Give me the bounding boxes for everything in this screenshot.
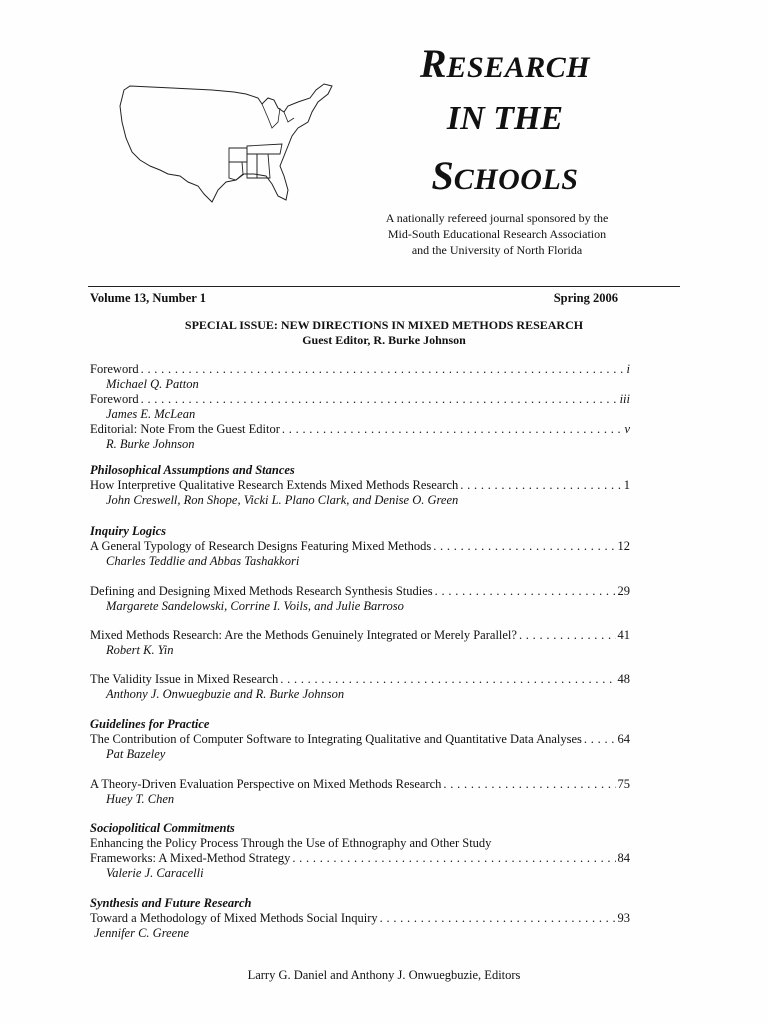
guest-editor: Guest Editor, R. Burke Johnson: [302, 333, 466, 347]
sponsor-line: Mid-South Educational Research Association: [387, 227, 607, 241]
toc-author: R. Burke Johnson: [106, 437, 195, 451]
volume-number: Volume 13, Number 1: [90, 291, 206, 305]
journal-title-line2: IN THE: [446, 100, 564, 137]
toc-entry-title-line[interactable]: Enhancing the Policy Process Through the Use of Ethnography and Other Study: [90, 836, 492, 850]
section-heading: Philosophical Assumptions and Stances: [90, 463, 295, 477]
toc-section: [90, 896, 630, 941]
toc-author: Valerie J. Caracelli: [106, 866, 204, 880]
toc-entry[interactable]: Foreword . . . i: [90, 362, 630, 377]
toc-entry[interactable]: How Interpretive Qualitative Research Extends Mixed Methods Research . . . 1: [90, 478, 630, 493]
toc-article: [90, 628, 630, 658]
toc-front-matter: [90, 362, 630, 452]
toc-section: [90, 821, 630, 881]
toc-author: Huey T. Chen: [106, 792, 175, 806]
sponsor-line: A nationally refereed journal sponsored by the: [385, 211, 609, 225]
toc-entry[interactable]: Mixed Methods Research: Are the Methods Genuinely Integrated or Merely Parallel? . . . 41: [90, 628, 630, 643]
journal-title-line3: [380, 152, 630, 199]
toc-author: James E. McLean: [106, 407, 196, 421]
toc-entry[interactable]: Toward a Methodology of Mixed Methods Social Inquiry . . . 93: [90, 911, 630, 926]
toc-entry[interactable]: A Theory-Driven Evaluation Perspective on Mixed Methods Research . . . 75: [90, 777, 630, 792]
toc-entry[interactable]: A General Typology of Research Designs Featuring Mixed Methods . . . 12: [90, 539, 630, 554]
issue-date: Spring 2006: [553, 291, 618, 305]
special-issue-title: SPECIAL ISSUE: NEW DIRECTIONS IN MIXED METHODS RESEARCH: [184, 318, 584, 332]
title-initial: S: [431, 153, 454, 198]
toc-author: Charles Teddlie and Abbas Tashakkori: [106, 554, 300, 568]
toc-article: [90, 777, 630, 807]
section-heading: Sociopolitical Commitments: [90, 821, 235, 835]
toc-article: [90, 672, 630, 702]
toc-article: [90, 584, 630, 614]
title-rest: ESEARCH: [446, 51, 591, 84]
toc-author: Margarete Sandelowski, Corrine I. Voils, and Julie Barroso: [106, 599, 404, 613]
section-heading: Synthesis and Future Research: [90, 896, 252, 910]
journal-title-line1: [380, 40, 630, 87]
toc-entry[interactable]: Foreword . . . iii: [90, 392, 630, 407]
toc-entry[interactable]: Frameworks: A Mixed-Method Strategy . . . 84: [90, 851, 630, 866]
toc-author: Michael Q. Patton: [106, 377, 199, 391]
toc-author: Jennifer C. Greene: [94, 926, 189, 940]
toc-author: Pat Bazeley: [106, 747, 166, 761]
toc-section: [90, 463, 630, 508]
toc-author: Anthony J. Onwuegbuzie and R. Burke Johnson: [106, 687, 345, 701]
toc-section: [90, 717, 630, 762]
toc-section: [90, 524, 630, 569]
toc-entry[interactable]: The Validity Issue in Mixed Research . . . 48: [90, 672, 630, 687]
toc-entry[interactable]: Defining and Designing Mixed Methods Research Synthesis Studies . . . 29: [90, 584, 630, 599]
sponsor-statement: [352, 210, 642, 258]
header-rule: [88, 286, 680, 287]
toc-author: Robert K. Yin: [106, 643, 174, 657]
section-heading: Guidelines for Practice: [90, 717, 210, 731]
toc-author: John Creswell, Ron Shope, Vicki L. Plano Clark, and Denise O. Green: [106, 493, 459, 507]
issue-info: [90, 291, 618, 306]
title-initial: R: [419, 41, 447, 86]
toc-entry[interactable]: The Contribution of Computer Software to Integrating Qualitative and Quantitative Data Analyses . . . 64: [90, 732, 630, 747]
section-heading: Inquiry Logics: [90, 524, 167, 538]
toc-entry[interactable]: Editorial: Note From the Guest Editor . . . v: [90, 422, 630, 437]
us-map-icon: [112, 78, 348, 210]
journal-editors: Larry G. Daniel and Anthony J. Onwuegbuzie, Editors: [247, 968, 521, 982]
title-rest: CHOOLS: [453, 163, 579, 196]
special-issue-header: [88, 318, 680, 348]
sponsor-line: and the University of North Florida: [411, 243, 583, 257]
